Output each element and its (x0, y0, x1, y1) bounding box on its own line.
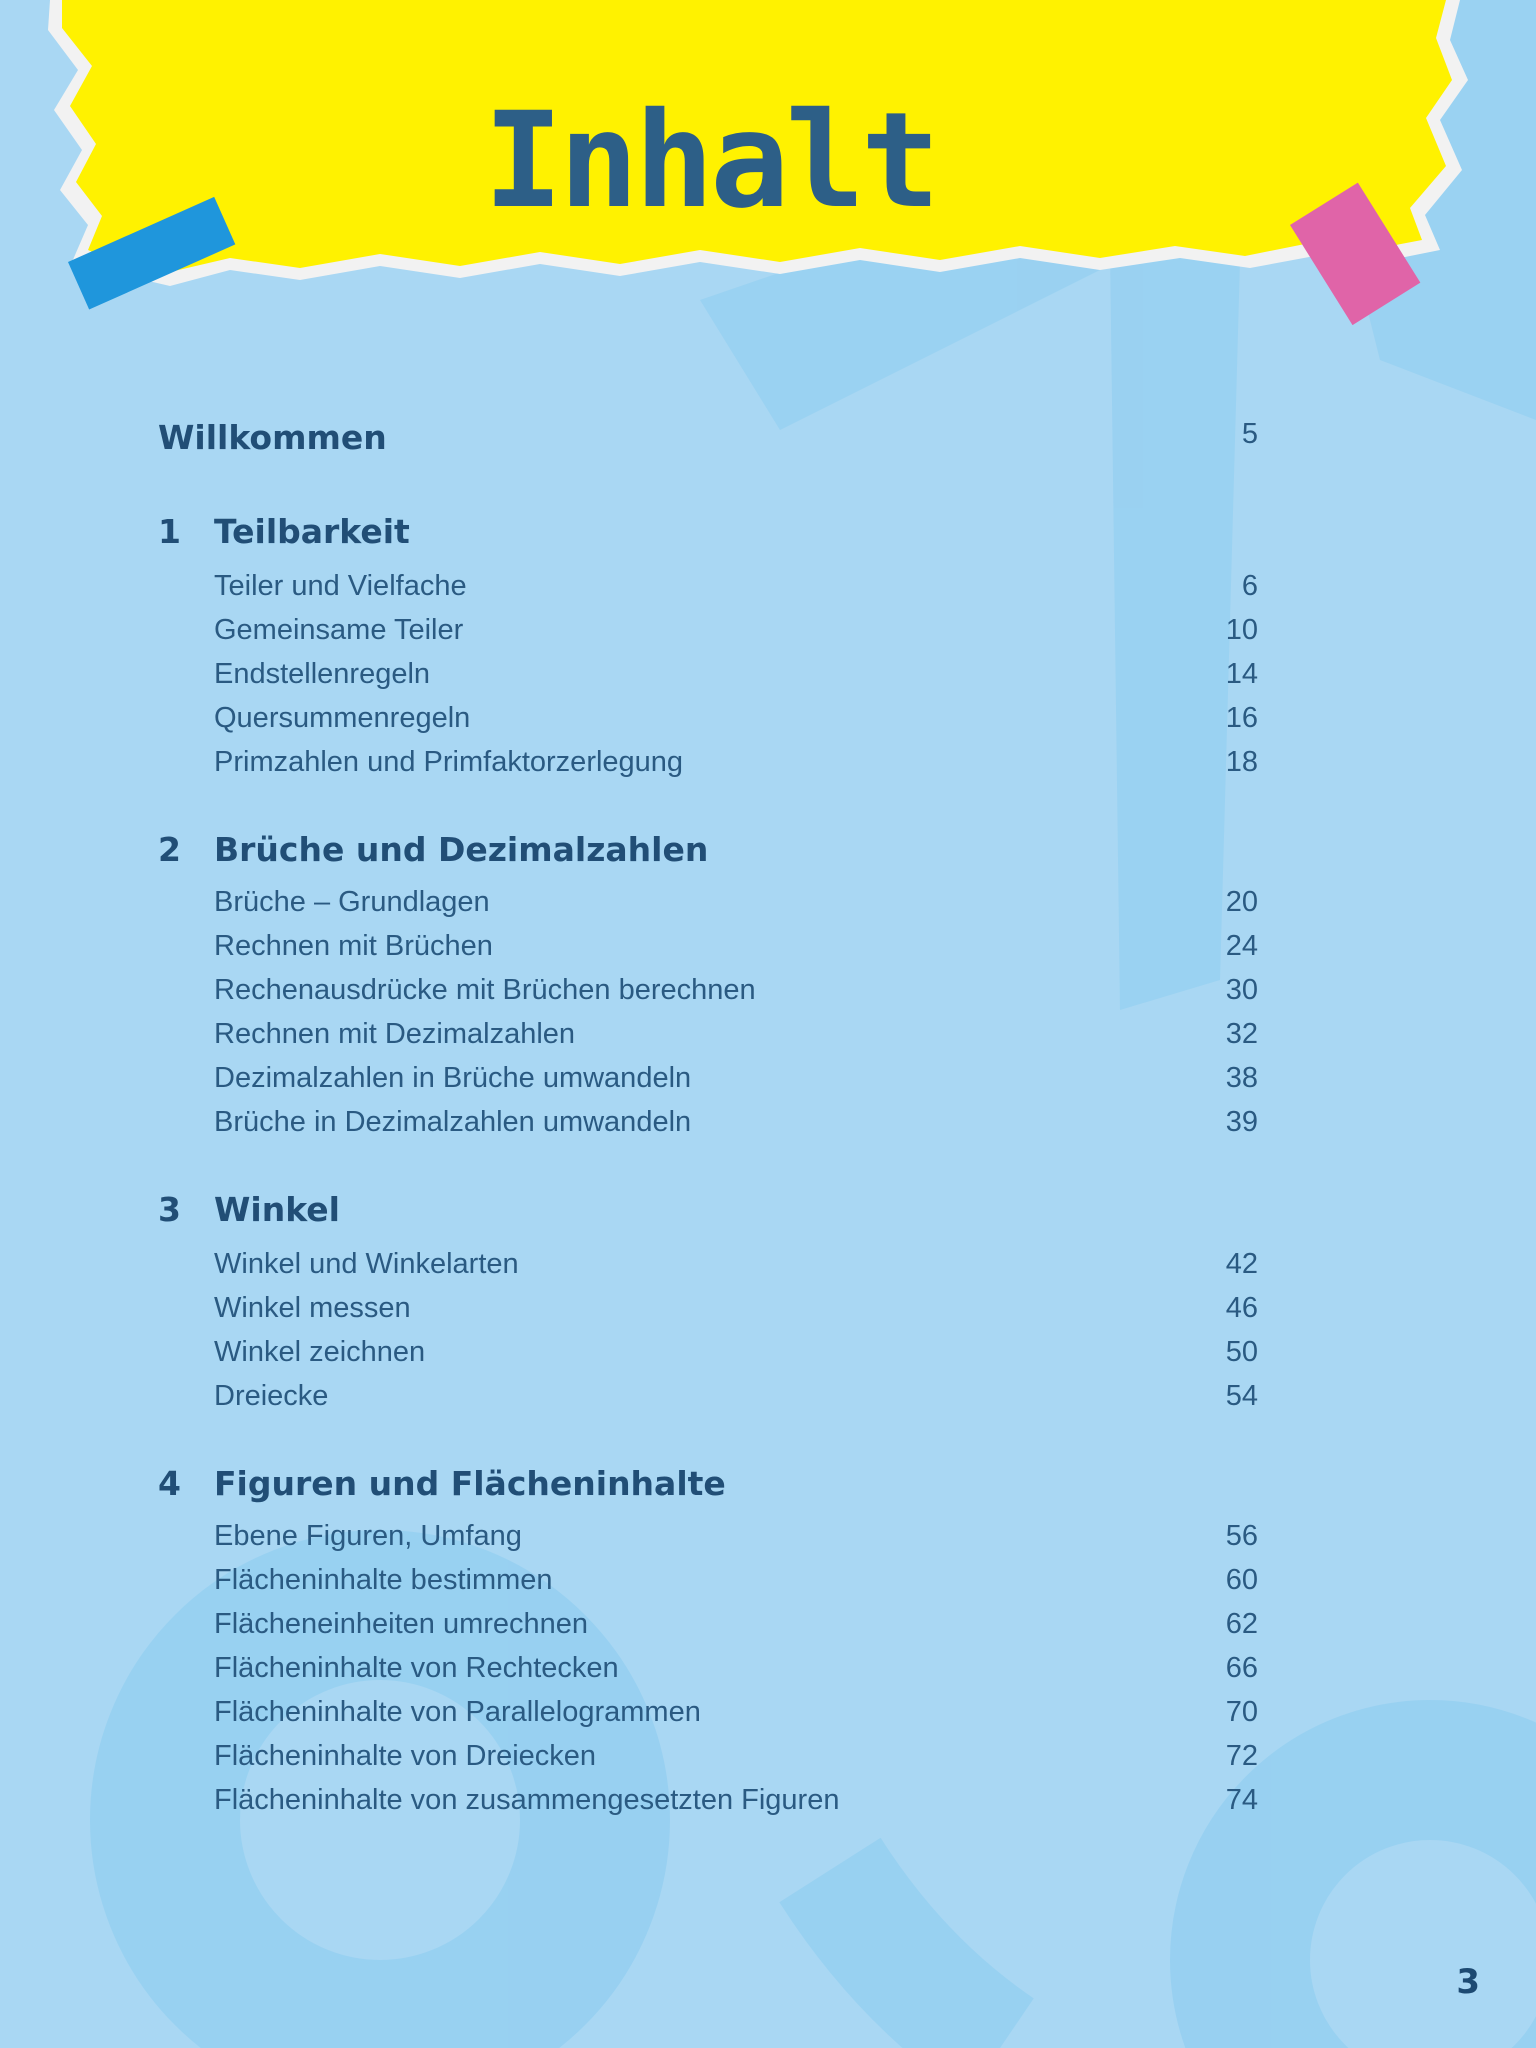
toc-item-page: 56 (1225, 1520, 1258, 1552)
toc-item-page: 39 (1225, 1106, 1258, 1138)
toc-item-label: Winkel zeichnen (214, 1336, 426, 1368)
toc-item-label: Flächeninhalte bestimmen (214, 1564, 553, 1596)
toc-item-label: Rechnen mit Brüchen (214, 930, 493, 962)
toc-item[interactable] (158, 1740, 1258, 1784)
toc-item-page: 20 (1225, 886, 1258, 918)
toc-item-label: Primzahlen und Primfaktorzerlegung (214, 746, 684, 778)
page-title: Inhalt (483, 84, 937, 238)
toc-item-page: 38 (1225, 1062, 1258, 1094)
toc-item[interactable] (158, 1564, 1258, 1608)
toc-item[interactable] (158, 1336, 1258, 1380)
toc-item-label: Flächeninhalte von Dreiecken (214, 1740, 597, 1772)
toc-item-label: Winkel und Winkelarten (214, 1248, 519, 1280)
toc-item-page: 32 (1225, 1018, 1258, 1050)
chapter-heading-1[interactable] (158, 512, 1258, 556)
toc-item-page: 42 (1225, 1248, 1258, 1280)
toc-entry-welcome[interactable] (158, 418, 1258, 462)
toc-item-page: 60 (1225, 1564, 1258, 1596)
toc-item-label: Winkel messen (214, 1292, 411, 1324)
chapter-heading-3[interactable] (158, 1190, 1258, 1234)
toc-item[interactable] (158, 614, 1258, 658)
toc-item-page: 18 (1225, 746, 1258, 778)
toc-item-page: 6 (1241, 570, 1258, 602)
toc-item-label: Flächeninhalte von Rechtecken (214, 1652, 619, 1684)
toc-item-page: 62 (1225, 1608, 1258, 1640)
toc-item-label: Brüche – Grundlagen (214, 886, 490, 918)
toc-item-page: 54 (1225, 1380, 1258, 1412)
chapter-title: Teilbarkeit (214, 512, 410, 551)
chapter-heading-2[interactable] (158, 830, 1258, 874)
toc-item[interactable] (158, 1018, 1258, 1062)
toc-item-label: Rechenausdrücke mit Brüchen berechnen (214, 974, 756, 1006)
toc-item[interactable] (158, 1380, 1258, 1424)
toc-item[interactable] (158, 1608, 1258, 1652)
toc-item-label: Endstellenregeln (214, 658, 431, 690)
toc-item-page: 72 (1225, 1740, 1258, 1772)
toc-item[interactable] (158, 974, 1258, 1018)
toc-welcome-page: 5 (1241, 418, 1258, 450)
toc-item-page: 50 (1225, 1336, 1258, 1368)
toc-item-label: Flächeninhalte von Parallelogrammen (214, 1696, 701, 1728)
toc-item[interactable] (158, 886, 1258, 930)
toc-item-page: 74 (1225, 1784, 1258, 1816)
chapter-number: 2 (158, 830, 181, 869)
toc-item[interactable] (158, 746, 1258, 790)
chapter-title: Winkel (214, 1190, 340, 1229)
chapter-title: Figuren und Flächeninhalte (214, 1464, 726, 1503)
page-number: 3 (1456, 1962, 1480, 2002)
chapter-number: 1 (158, 512, 181, 551)
toc-item[interactable] (158, 570, 1258, 614)
toc-item[interactable] (158, 658, 1258, 702)
chapter-number: 4 (158, 1464, 181, 1503)
toc-item-label: Dreiecke (214, 1380, 329, 1412)
toc-item[interactable] (158, 1062, 1258, 1106)
toc-item-page: 16 (1225, 702, 1258, 734)
toc-item[interactable] (158, 1248, 1258, 1292)
toc-item[interactable] (158, 1696, 1258, 1740)
toc-item[interactable] (158, 1292, 1258, 1336)
chapter-heading-4[interactable] (158, 1464, 1258, 1508)
toc-welcome-label: Willkommen (158, 418, 387, 457)
chapter-title: Brüche und Dezimalzahlen (214, 830, 709, 869)
toc-item-page: 70 (1225, 1696, 1258, 1728)
toc-item-label: Rechnen mit Dezimalzahlen (214, 1018, 576, 1050)
chapter-number: 3 (158, 1190, 181, 1229)
toc-item[interactable] (158, 1784, 1258, 1828)
toc-item-page: 30 (1225, 974, 1258, 1006)
toc-item-label: Quersummenregeln (214, 702, 471, 734)
toc-item-label: Dezimalzahlen in Brüche umwandeln (214, 1062, 692, 1094)
toc-item-label: Ebene Figuren, Umfang (214, 1520, 522, 1552)
toc-item[interactable] (158, 1520, 1258, 1564)
toc-item-label: Brüche in Dezimalzahlen umwandeln (214, 1106, 692, 1138)
toc-item-page: 14 (1225, 658, 1258, 690)
toc-item[interactable] (158, 1652, 1258, 1696)
toc-item-label: Teiler und Vielfache (214, 570, 467, 602)
toc-item-label: Flächeneinheiten umrechnen (214, 1608, 589, 1640)
toc-item-page: 66 (1225, 1652, 1258, 1684)
toc-item-page: 10 (1225, 614, 1258, 646)
toc-item-label: Gemeinsame Teiler (214, 614, 464, 646)
toc-item[interactable] (158, 1106, 1258, 1150)
toc-item[interactable] (158, 702, 1258, 746)
toc-item-label: Flächeninhalte von zusammengesetzten Figuren (214, 1784, 840, 1816)
toc-item-page: 46 (1225, 1292, 1258, 1324)
toc-item[interactable] (158, 930, 1258, 974)
toc-item-page: 24 (1225, 930, 1258, 962)
